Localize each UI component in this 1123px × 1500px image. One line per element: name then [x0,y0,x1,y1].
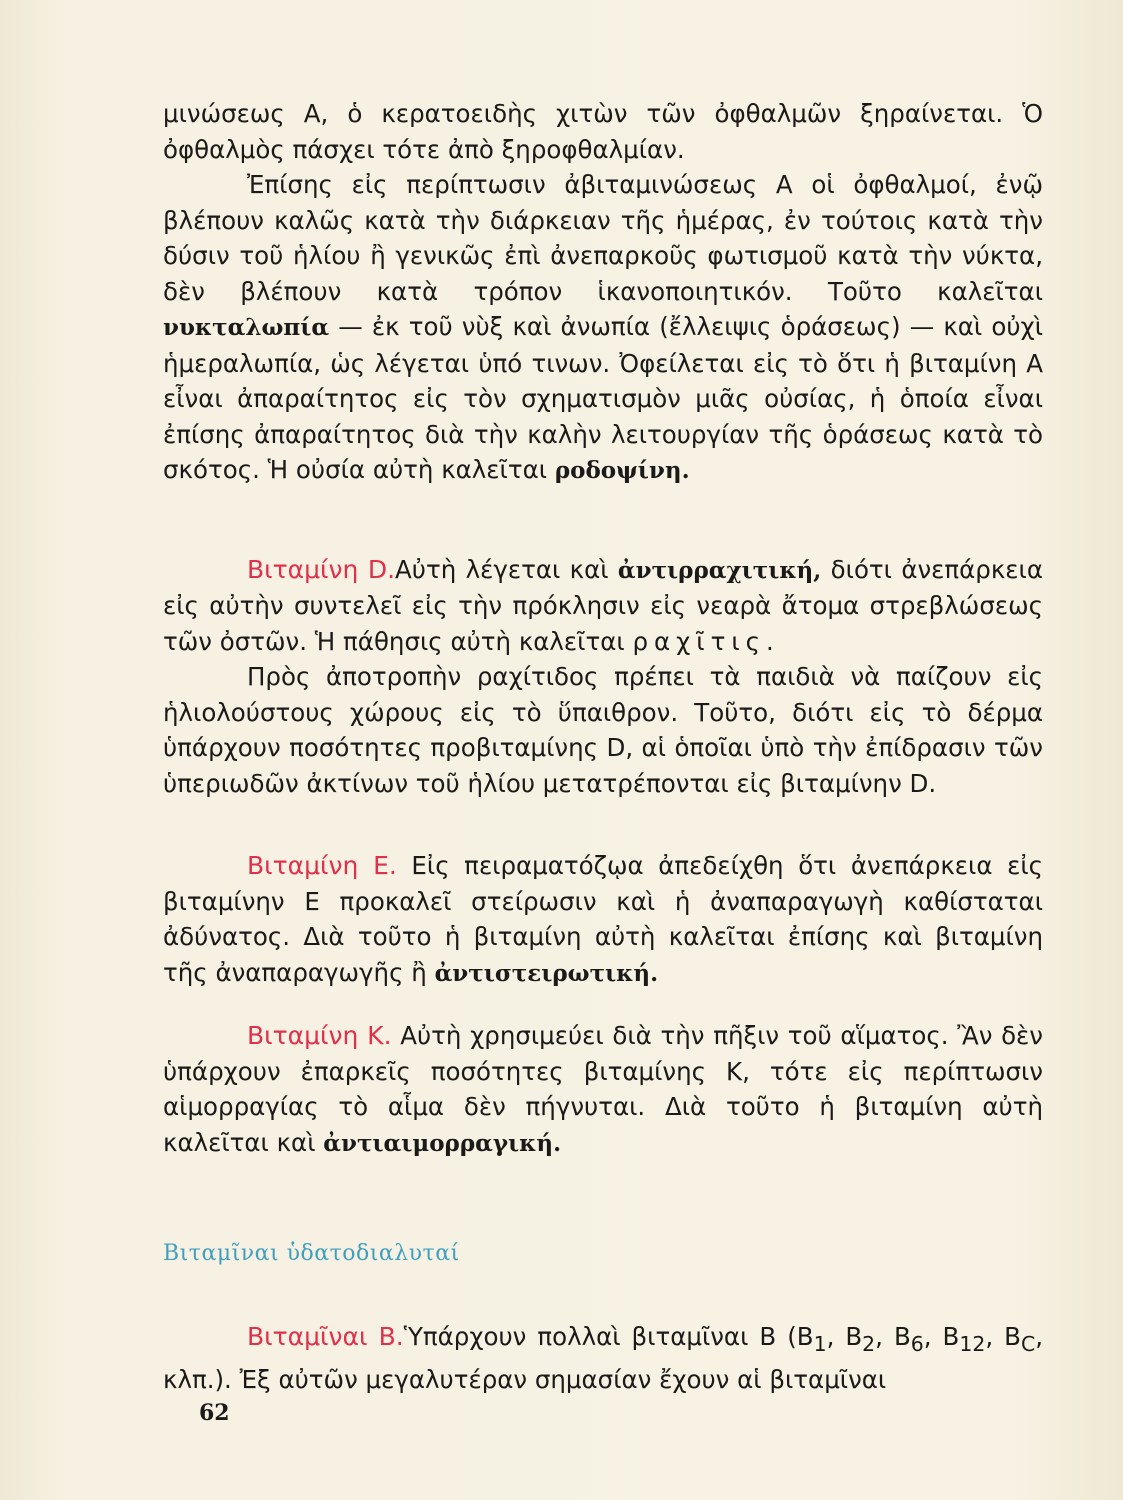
heading-vitamin-k: Βιταμίνη Κ. [247,1021,392,1050]
paragraph-vitamin-d [163,552,1043,660]
text-run: Εἰς πειραματόζῳα ἀπεδείχθη ὅτι ἀνεπάρκεια εἰς βιταμίνην Ε προκαλεῖ στείρωσιν καὶ ἡ ἀναπαραγωγὴ καθίσταται ἀδύνατος. Διὰ τοῦτο ἡ βιταμίνη αὐτὴ καλεῖται ἐπίσης καὶ βιταμίνη τῆς ἀναπαραγωγῆς ἢ [163,851,1043,987]
body-text [163,96,1043,1397]
bold-term-antihemorrhagic: ἀντιαιμορραγική. [323,1129,562,1157]
heading-vitamin-b: Βιταμῖναι Β. [247,1321,404,1351]
paragraph: Πρὸς ἀποτροπὴν ραχίτιδος πρέπει τὰ παιδιὰ νὰ παίζουν εἰς ἡλιολούστους χώρους εἰς τὸ ὕπαιθρον. Τοῦτο, διότι εἰς τὸ δέρμα ὑπάρχουν ποσότητες προβιταμίνης D, αἱ ὁποῖαι ὑπὸ τὴν ἐπίδρασιν τῶν ὑπεριωδῶν ἀκτίνων τοῦ ἡλίου μετατρέπονται εἰς βιταμίνην D. [163,662,1043,798]
subscript: C [1020,1331,1036,1356]
text-run: , B [985,1321,1021,1351]
text-run: Ἐπίσης εἰς περίπτωσιν ἀβιταμινώσεως Α οἱ ὀφθαλμοί, ἐνῷ βλέπουν καλῶς κατὰ τὴν διάρκειαν τῆς ἡμέρας, ἐν τούτοις κατὰ τὴν δύσιν τοῦ ἡλίου ἢ γενικῶς ἐπὶ ἀνεπαρκοῦς φωτισμοῦ κατὰ τὴν νύκτα, δὲν βλέπουν κατὰ τρόπον ἱκανοποιητικόν. Τοῦτο καλεῖται [163,170,1043,306]
subscript: 1 [813,1331,827,1356]
page-number: 62 [199,1400,230,1426]
text-run: διότι ἀνεπάρκεια εἰς αὐτὴν συντελεῖ εἰς τὴν πρόκλησιν εἰς νεαρὰ ἄτομα στρεβλώσεως τῶν ὀστῶν. Ἡ πάθησις αὐτὴ καλεῖται [163,554,1043,656]
paragraph: μινώσεως Α, ὁ κερατοειδὴς χιτὼν τῶν ὀφθαλμῶν ξηραίνεται. Ὁ ὀφθαλμὸς πάσχει τότε ἀπὸ ξηροφθαλμίαν. [163,99,1043,164]
bold-term-nyctalopia: νυκταλωπία [163,314,330,341]
text-run: , B [826,1321,863,1351]
spaced-term-rickets: ραχῖτις. [632,626,780,656]
section-title: Βιταμῖναι ὑδατοδιαλυταί [163,1241,460,1266]
spacer [163,1272,1043,1319]
bold-term-antisterility: ἀντιστειρωτική. [434,959,659,987]
paragraph-vitamin-e [163,848,1043,991]
text-run: , B [923,1321,960,1351]
bold-term-rhodopsin: ροδοψίνη. [554,457,690,484]
heading-vitamin-d: Βιταμίνη D. [247,554,396,584]
heading-vitamin-e: Βιταμίνη Ε. [247,851,397,880]
paragraph-vitamin-k [163,1018,1043,1161]
subscript: 12 [959,1331,986,1356]
spacer [163,991,1043,1018]
text-run: Αὐτὴ χρησιμεύει διὰ τὴν πῆξιν τοῦ αἵματος. Ἂν δὲν ὑπάρχουν ἐπαρκεῖς ποσότητες βιταμίνης Κ, τότε εἰς περίπτωσιν αἱμορραγίας τὸ αἷμα δὲν πήγνυται. Διὰ τοῦτο ἡ βιταμίνη αὐτὴ καλεῖται καὶ [163,1021,1043,1157]
spacer [163,801,1043,848]
text-run: — ἐκ τοῦ νὺξ καὶ ἀνωπία (ἔλλειψις ὁράσεως) — καὶ οὐχὶ ἡμεραλωπία, ὡς λέγεται ὑπό τινων. Ὀφείλεται εἰς τὸ ὅτι ἡ βιταμίνη Α εἶναι ἀπαραίτητος εἰς τὸν σχηματισμὸν μιᾶς οὐσίας, ἡ ὁποία εἶναι ἐπίσης ἀπαραίτητος διὰ τὴν καλὴν λειτουργίαν τῆς ὁράσεως κατὰ τὸ σκότος. Ἡ οὐσία αὐτὴ καλεῖται [163,312,1043,484]
paragraph [163,167,1043,489]
text-run: , B [875,1321,911,1351]
subscript: 2 [862,1331,876,1356]
subscript: 6 [910,1331,924,1356]
text-run: Αὐτὴ λέγεται καὶ [395,554,618,584]
spacer [163,489,1043,552]
text-run: Ὑπάρχουν πολλαὶ βιταμῖναι Β (B [403,1321,814,1351]
paragraph-vitamin-b [163,1319,1043,1398]
spacer [163,1161,1043,1236]
bold-term-antirachitic: ἀντιρραχιτική, [617,556,822,584]
text-run: , κλπ.). Ἐξ αὐτῶν μεγαλυτέραν σημασίαν ἔχουν αἱ βιταμῖναι [163,1321,1043,1394]
